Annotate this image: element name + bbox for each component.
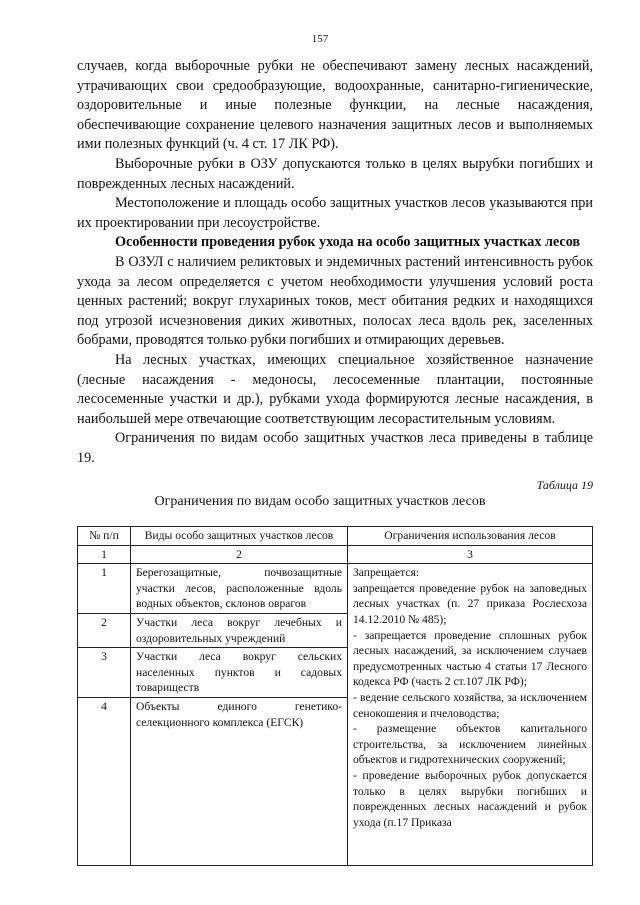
paragraph: Местоположение и площадь особо защитных участков лесов указываются при их проектировании при лесоустройстве.: [77, 195, 593, 231]
table-caption: Таблица 19: [536, 478, 593, 492]
header-restrictions: Ограничения использования лесов: [348, 527, 593, 546]
restriction-line: - размещение объектов капитального строительства, за исключением линейных объектов и гидротехнических сооружений;: [353, 722, 587, 767]
paragraph: На лесных участках, имеющих специальное хозяйственное назначение (лесные насаждения - медоносы, лесосеменные плантации, постоянные лесосеменные участки и др.), рубками ухода формируются лесные насаждения, в наибольшей мере отвечающие соответствующим лесорастительным условиям.: [77, 351, 593, 427]
paragraph: В ОЗУЛ с наличием реликтовых и эндемичных растений интенсивность рубок ухода за лесом определяется с учетом необходимости улучшения условий роста ценных растений; вокруг глухариных токов, мест обитания редких и находящихся под угрозой исчезновения диких животных, полосах леса вдоль рек, заселенных бобрами, проводятся только рубки погибших и отмирающих деревьев.: [77, 253, 593, 349]
body-text: [77, 57, 593, 468]
page-number: 157: [311, 33, 329, 45]
header-number: № п/п: [78, 527, 131, 546]
row-type: Участки леса вокруг сельских населенных пунктов и садовых товариществ: [131, 648, 348, 698]
header-type: Виды особо защитных участков лесов: [131, 527, 348, 546]
restriction-line: - проведение выборочных рубок допускается только в целях вырубки погибших и поврежденных лесных насаждений и рубок ухода (п.17 Приказа: [353, 768, 587, 829]
restriction-line: Запрещается:: [353, 566, 420, 580]
table-row: [78, 564, 593, 614]
restrictions-table: [77, 526, 593, 866]
paragraph: Ограничения по видам особо защитных участков леса приведены в таблице 19.: [77, 430, 593, 466]
column-number: 1: [78, 545, 131, 564]
restriction-line: запрещается проведение рубок на заповедных лесных участках (п. 27 приказа Рослесхоза 14.12.2010 № 485);: [353, 581, 587, 626]
row-number: 4: [78, 697, 131, 865]
restriction-line: - запрещается проведение сплошных рубок лесных насаждений, за исключением случаев предусмотренных частью 4 статьи 17 Лесного кодекса РФ (часть 2 ст.107 ЛК РФ);: [353, 628, 587, 689]
table-title: Ограничения по видам особо защитных участков лесов: [154, 494, 486, 509]
row-type: Участки леса вокруг лечебных и оздоровительных учреждений: [131, 613, 348, 647]
section-heading: Особенности проведения рубок ухода на особо защитных участках лесов: [115, 234, 581, 251]
column-number-row: [78, 545, 593, 564]
row-number: 1: [78, 564, 131, 614]
column-number: 3: [348, 545, 593, 564]
column-number: 2: [131, 545, 348, 564]
row-number: 3: [78, 648, 131, 698]
paragraph: случаев, когда выборочные рубки не обеспечивают замену лесных насаждений, утрачивающих свои средообразующие, водоохранные, санитарно-гигиенические, оздоровительные и иные полезные функции, на лесные насаждения, обеспечивающие сохранение целевого назначения защитных лесов и выполняемых ими полезных функций (ч. 4 ст. 17 ЛК РФ).: [77, 58, 593, 153]
table-header-row: [78, 527, 593, 546]
row-number: 2: [78, 613, 131, 647]
restriction-line: - ведение сельского хозяйства, за исключением сенокошения и пчеловодства;: [353, 690, 587, 720]
restrictions-cell: [348, 564, 593, 866]
row-type: Объекты единого генетико-селекционного комплекса (ЕГСК): [131, 697, 348, 865]
row-type: Берегозащитные, почвозащитные участки лесов, расположенные вдоль водных объектов, склонов оврагов: [131, 564, 348, 614]
paragraph: Выборочные рубки в ОЗУ допускаются только в целях вырубки погибших и поврежденных лесных насаждений.: [77, 155, 593, 192]
